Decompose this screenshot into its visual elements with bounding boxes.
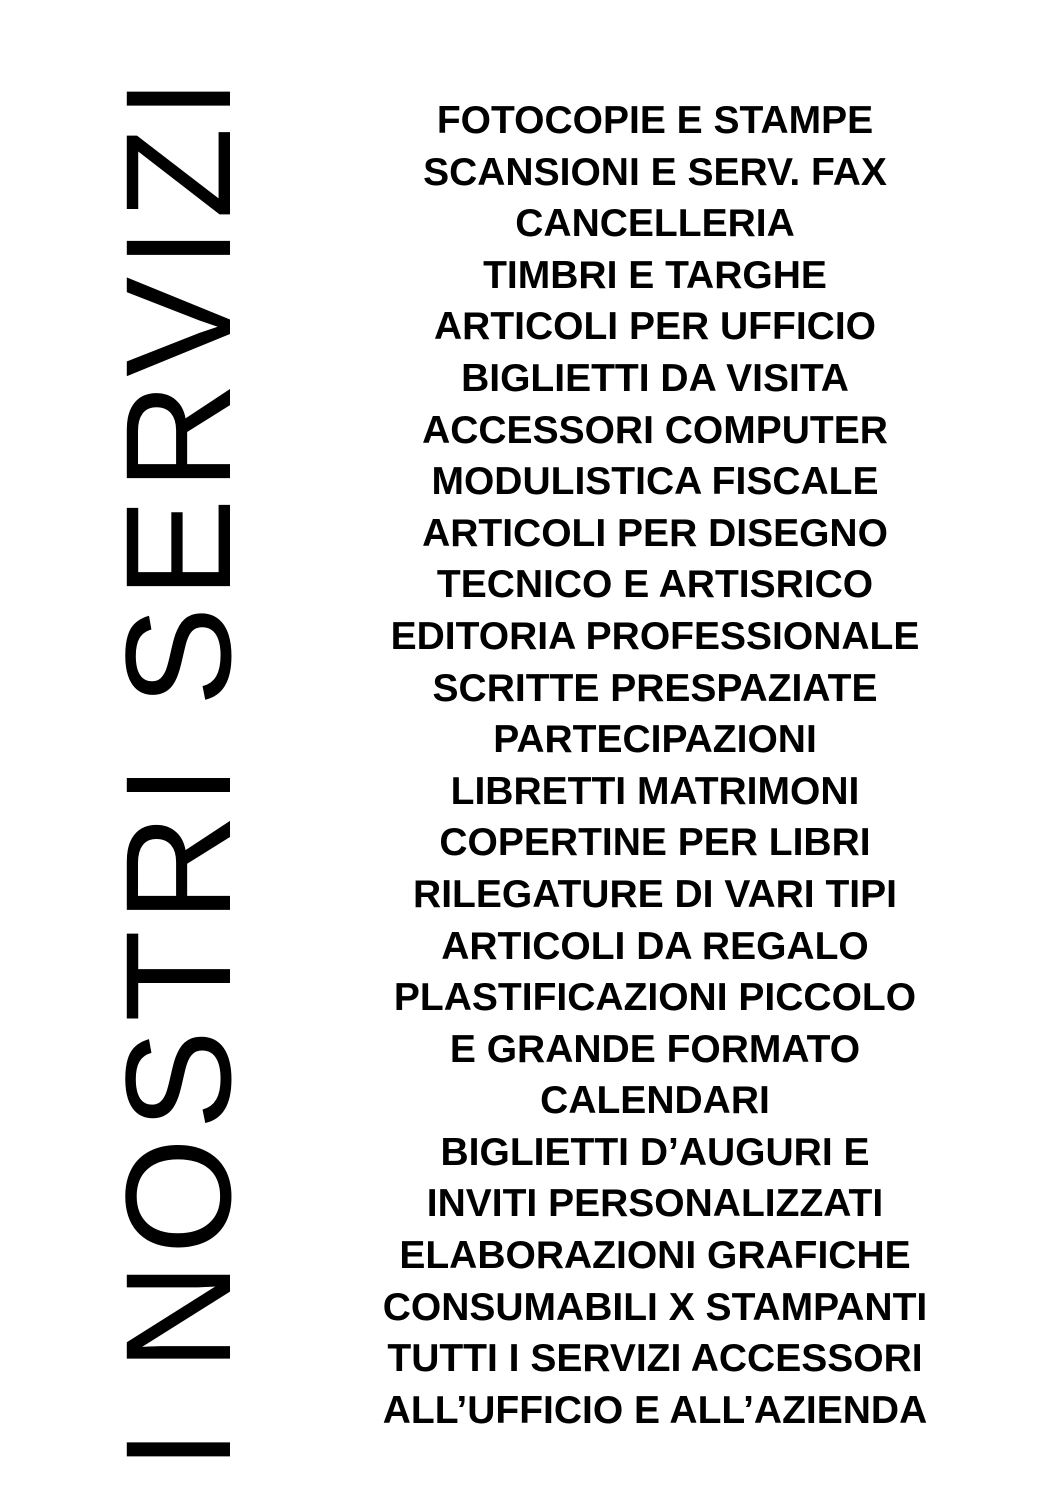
service-item: SCRITTE PRESPAZIATE [432,666,878,710]
services-list [340,95,970,1436]
service-item: ARTICOLI PER DISEGNO [422,511,888,555]
service-item: E GRANDE FORMATO [449,1027,861,1071]
service-item: TUTTI I SERVIZI ACCESSORI [387,1337,923,1381]
service-item: COPERTINE PER LIBRI [439,821,871,865]
service-item: ARTICOLI PER UFFICIO [434,305,876,349]
service-item: ACCESSORI COMPUTER [422,408,888,452]
service-item: RILEGATURE DI VARI TIPI [413,872,897,916]
service-item: TIMBRI E TARGHE [483,253,827,297]
page-title: I NOSTRI SERVIZI [94,69,262,1471]
service-item: CALENDARI [540,1079,770,1123]
service-item: ARTICOLI DA REGALO [441,924,869,968]
service-item: FOTOCOPIE E STAMPE [436,99,874,142]
service-item: ELABORAZIONI GRAFICHE [399,1234,911,1278]
service-item: BIGLIETTI D’AUGURI E [440,1130,870,1174]
service-item: SCANSIONI E SERV. FAX [423,150,887,194]
service-item: BIGLIETTI DA VISITA [461,356,849,400]
service-item: CANCELLERIA [515,202,795,246]
service-item: CONSUMABILI X STAMPANTI [382,1285,928,1329]
title-container [94,69,262,1471]
service-item: MODULISTICA FISCALE [431,460,879,504]
service-item: LIBRETTI MATRIMONI [450,769,860,813]
service-item: PLASTIFICAZIONI PICCOLO [393,976,917,1020]
service-item: TECNICO E ARTISRICO [436,563,874,607]
service-item: INVITI PERSONALIZZATI [426,1182,884,1226]
service-item: ALL’UFFICIO E ALL’AZIENDA [382,1388,928,1432]
service-item: EDITORIA PROFESSIONALE [390,614,920,658]
service-item: PARTECIPAZIONI [493,718,817,762]
